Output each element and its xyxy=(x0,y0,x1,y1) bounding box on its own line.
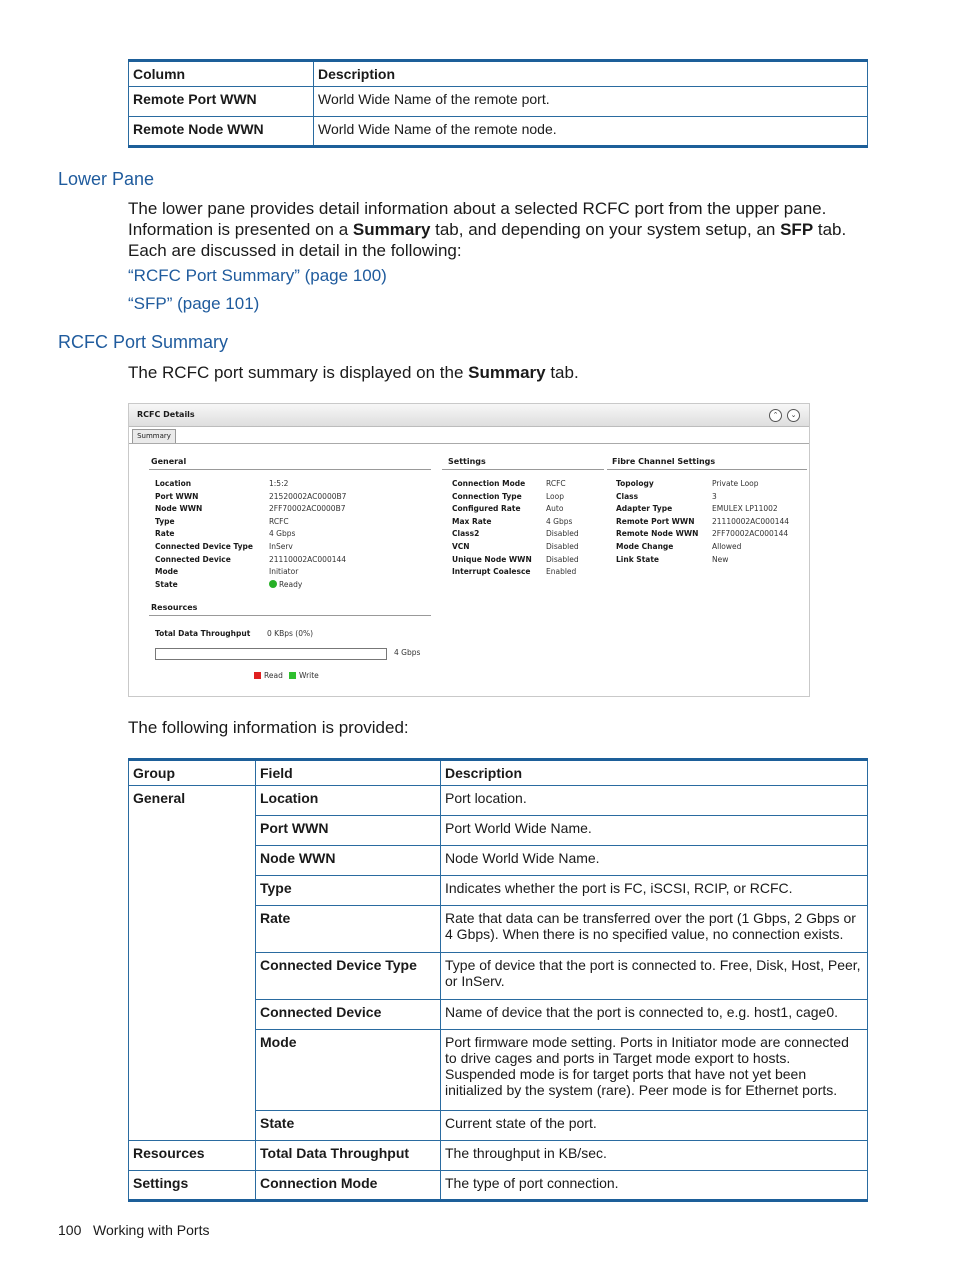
detail-value: 3 xyxy=(712,491,717,501)
group-cell xyxy=(129,953,256,1000)
table-row xyxy=(129,1111,868,1141)
general-rule xyxy=(149,469,431,470)
field-header: Field xyxy=(256,760,441,786)
detail-value: 21520002AC0000B7 xyxy=(269,491,347,501)
table-row xyxy=(129,953,868,1000)
group-cell xyxy=(129,876,256,906)
detail-key: Connection Type xyxy=(452,491,522,501)
table-row xyxy=(129,1030,868,1111)
state-text: Ready xyxy=(279,579,303,589)
detail-value: InServ xyxy=(269,542,293,551)
field-cell: Type xyxy=(256,876,441,906)
throughput-max: 4 Gbps xyxy=(394,648,421,657)
table-row xyxy=(129,1141,868,1171)
lower-pane-text: Information is presented on a xyxy=(128,220,353,239)
detail-key: Mode xyxy=(155,567,179,577)
detail-value: 2FF70002AC0000B7 xyxy=(269,504,346,514)
group-cell xyxy=(129,1111,256,1141)
description-cell: Type of device that the port is connected to. Free, Disk, Host, Peer, or InServ. xyxy=(441,953,868,1000)
detail-key: Connected Device xyxy=(155,554,231,564)
intro-text: The RCFC port summary is displayed on the xyxy=(128,363,469,382)
detail-key: Adapter Type xyxy=(616,504,673,514)
group-cell: Resources xyxy=(129,1141,256,1171)
table-row xyxy=(129,1000,868,1030)
detail-key: Interrupt Coalesce xyxy=(452,567,531,577)
group-cell xyxy=(129,1000,256,1030)
detail-value: Disabled xyxy=(546,554,579,564)
group-cell xyxy=(129,816,256,846)
field-cell: Mode xyxy=(256,1030,441,1111)
expand-down-icon[interactable]: ⌄ xyxy=(787,409,800,422)
rcfc-details-screenshot xyxy=(128,403,810,697)
table-cell: Remote Node WWN xyxy=(129,117,314,147)
description-cell: The type of port connection. xyxy=(441,1171,868,1201)
lower-pane-text: tab. xyxy=(813,220,847,239)
table-row xyxy=(129,846,868,876)
detail-key: Connected Device Type xyxy=(155,542,254,551)
detail-value: Private Loop xyxy=(712,479,759,488)
table-cell: World Wide Name of the remote port. xyxy=(314,87,868,117)
lower-pane-paragraph xyxy=(128,198,868,261)
rcfc-port-summary-heading: RCFC Port Summary xyxy=(58,332,229,352)
detail-key: VCN xyxy=(452,542,470,551)
page-footer xyxy=(58,1222,209,1238)
page-number: 100 xyxy=(58,1222,82,1238)
description-cell: Name of device that the port is connected to, e.g. host1, cage0. xyxy=(441,1000,868,1030)
detail-value: Disabled xyxy=(546,542,579,551)
table-cell: World Wide Name of the remote node. xyxy=(314,117,868,147)
detail-value: RCFC xyxy=(546,479,566,488)
detail-key: Rate xyxy=(155,529,175,539)
group-header: Group xyxy=(129,760,256,786)
detail-value: Auto xyxy=(546,504,564,514)
detail-key: Location xyxy=(155,479,192,488)
table-row xyxy=(129,786,868,816)
throughput-value: 0 KBps (0%) xyxy=(267,629,314,638)
field-description-table xyxy=(128,758,868,1202)
detail-value xyxy=(269,580,302,589)
lower-pane-line-3: Each are discussed in detail in the following: xyxy=(128,241,462,260)
detail-value: RCFC xyxy=(269,516,289,526)
lower-pane-line-1: The lower pane provides detail information about a selected RCFC port from the upper pane. xyxy=(128,199,827,218)
detail-key: Class xyxy=(616,491,639,501)
field-cell: Port WWN xyxy=(256,816,441,846)
table-row xyxy=(129,87,868,117)
fibre-channel-heading: Fibre Channel Settings xyxy=(612,457,716,466)
detail-key: Unique Node WWN xyxy=(452,554,532,564)
description-cell: The throughput in KB/sec. xyxy=(441,1141,868,1171)
detail-key: Configured Rate xyxy=(452,504,521,514)
description-cell: Indicates whether the port is FC, iSCSI, RCIP, or RCFC. xyxy=(441,876,868,906)
read-legend-swatch xyxy=(254,672,261,679)
field-cell: Connected Device Type xyxy=(256,953,441,1000)
general-heading: General xyxy=(151,457,187,466)
description-cell: Port World Wide Name. xyxy=(441,816,868,846)
description-cell: Port location. xyxy=(441,786,868,816)
detail-value: 21110002AC000144 xyxy=(269,554,347,564)
detail-value: 21110002AC000144 xyxy=(712,516,790,526)
group-cell xyxy=(129,846,256,876)
table-row xyxy=(129,816,868,846)
resources-rule xyxy=(149,615,431,616)
detail-key: Class2 xyxy=(452,529,480,539)
detail-key: State xyxy=(155,579,178,589)
fibre-channel-rule xyxy=(607,469,807,470)
detail-value: Disabled xyxy=(546,529,579,539)
field-cell: State xyxy=(256,1111,441,1141)
intro-text: tab. xyxy=(545,363,579,382)
port-summary-intro xyxy=(128,362,579,383)
detail-key: Mode Change xyxy=(616,542,674,551)
rcfc-port-summary-link[interactable]: “RCFC Port Summary” (page 100) xyxy=(128,266,387,285)
description-header: Description xyxy=(314,61,868,87)
tab-divider xyxy=(129,443,809,444)
read-legend-label: Read xyxy=(264,671,283,680)
group-cell xyxy=(129,906,256,953)
group-cell: General xyxy=(129,786,256,816)
detail-value: 1:5:2 xyxy=(269,479,289,488)
detail-value: 4 Gbps xyxy=(269,529,296,539)
write-legend-label: Write xyxy=(299,671,319,680)
info-intro: The following information is provided: xyxy=(128,718,409,737)
tab-summary[interactable]: Summary xyxy=(132,429,176,444)
detail-key: Connection Mode xyxy=(452,479,526,488)
table-row xyxy=(129,906,868,953)
settings-rule xyxy=(442,469,604,470)
column-header: Column xyxy=(129,61,314,87)
throughput-bar xyxy=(155,648,387,660)
detail-value: Enabled xyxy=(546,567,577,577)
description-cell: Port firmware mode setting. Ports in Initiator mode are connected to drive cages and ports in Target mode export to hosts. Suspended mode is for target ports that have not yet been initialized by the system (rare). Peer mode is for Ethernet ports. xyxy=(441,1030,868,1111)
throughput-label: Total Data Throughput xyxy=(155,629,251,638)
detail-value: 4 Gbps xyxy=(546,516,573,526)
collapse-up-icon[interactable]: ⌃ xyxy=(769,409,782,422)
table-cell: Remote Port WWN xyxy=(129,87,314,117)
write-legend-swatch xyxy=(289,672,296,679)
field-cell: Node WWN xyxy=(256,846,441,876)
settings-heading: Settings xyxy=(448,457,486,466)
description-cell: Rate that data can be transferred over the port (1 Gbps, 2 Gbps or 4 Gbps). When there is no specified value, no connection exists. xyxy=(441,906,868,953)
detail-value: 2FF70002AC000144 xyxy=(712,529,789,539)
field-cell: Connected Device xyxy=(256,1000,441,1030)
detail-key: Node WWN xyxy=(155,504,203,514)
detail-key: Link State xyxy=(616,554,660,564)
detail-key: Remote Node WWN xyxy=(616,529,699,539)
table-row xyxy=(129,1171,868,1201)
detail-key: Topology xyxy=(616,479,654,488)
description-cell: Node World Wide Name. xyxy=(441,846,868,876)
detail-value: Allowed xyxy=(712,542,742,551)
detail-value: Loop xyxy=(546,491,564,501)
group-cell xyxy=(129,1030,256,1111)
rcfc-details-title: RCFC Details xyxy=(137,410,195,419)
field-cell: Total Data Throughput xyxy=(256,1141,441,1171)
detail-key: Port WWN xyxy=(155,491,199,501)
ready-status-icon xyxy=(269,580,277,588)
lower-pane-heading: Lower Pane xyxy=(58,169,155,189)
field-cell: Connection Mode xyxy=(256,1171,441,1201)
field-cell: Location xyxy=(256,786,441,816)
table-row xyxy=(129,876,868,906)
rcfc-details-titlebar xyxy=(129,404,809,427)
detail-value: New xyxy=(712,554,729,564)
summary-term: Summary xyxy=(468,363,546,382)
lower-pane-text: tab, and depending on your system setup, an xyxy=(430,220,781,239)
description-cell: Current state of the port. xyxy=(441,1111,868,1141)
detail-value: Initiator xyxy=(269,567,299,577)
detail-key: Max Rate xyxy=(452,516,492,526)
detail-key: Type xyxy=(155,516,175,526)
detail-key: Remote Port WWN xyxy=(616,516,695,526)
detail-value: EMULEX LP11002 xyxy=(712,504,778,514)
summary-term: Summary xyxy=(352,220,431,239)
resources-heading: Resources xyxy=(151,603,198,612)
footer-section-title: Working with Ports xyxy=(93,1222,210,1238)
table-row xyxy=(129,117,868,147)
description-header: Description xyxy=(441,760,868,786)
column-description-table xyxy=(128,59,868,148)
group-cell: Settings xyxy=(129,1171,256,1201)
sfp-term: SFP xyxy=(780,220,814,239)
field-cell: Rate xyxy=(256,906,441,953)
sfp-link[interactable]: “SFP” (page 101) xyxy=(128,294,260,313)
